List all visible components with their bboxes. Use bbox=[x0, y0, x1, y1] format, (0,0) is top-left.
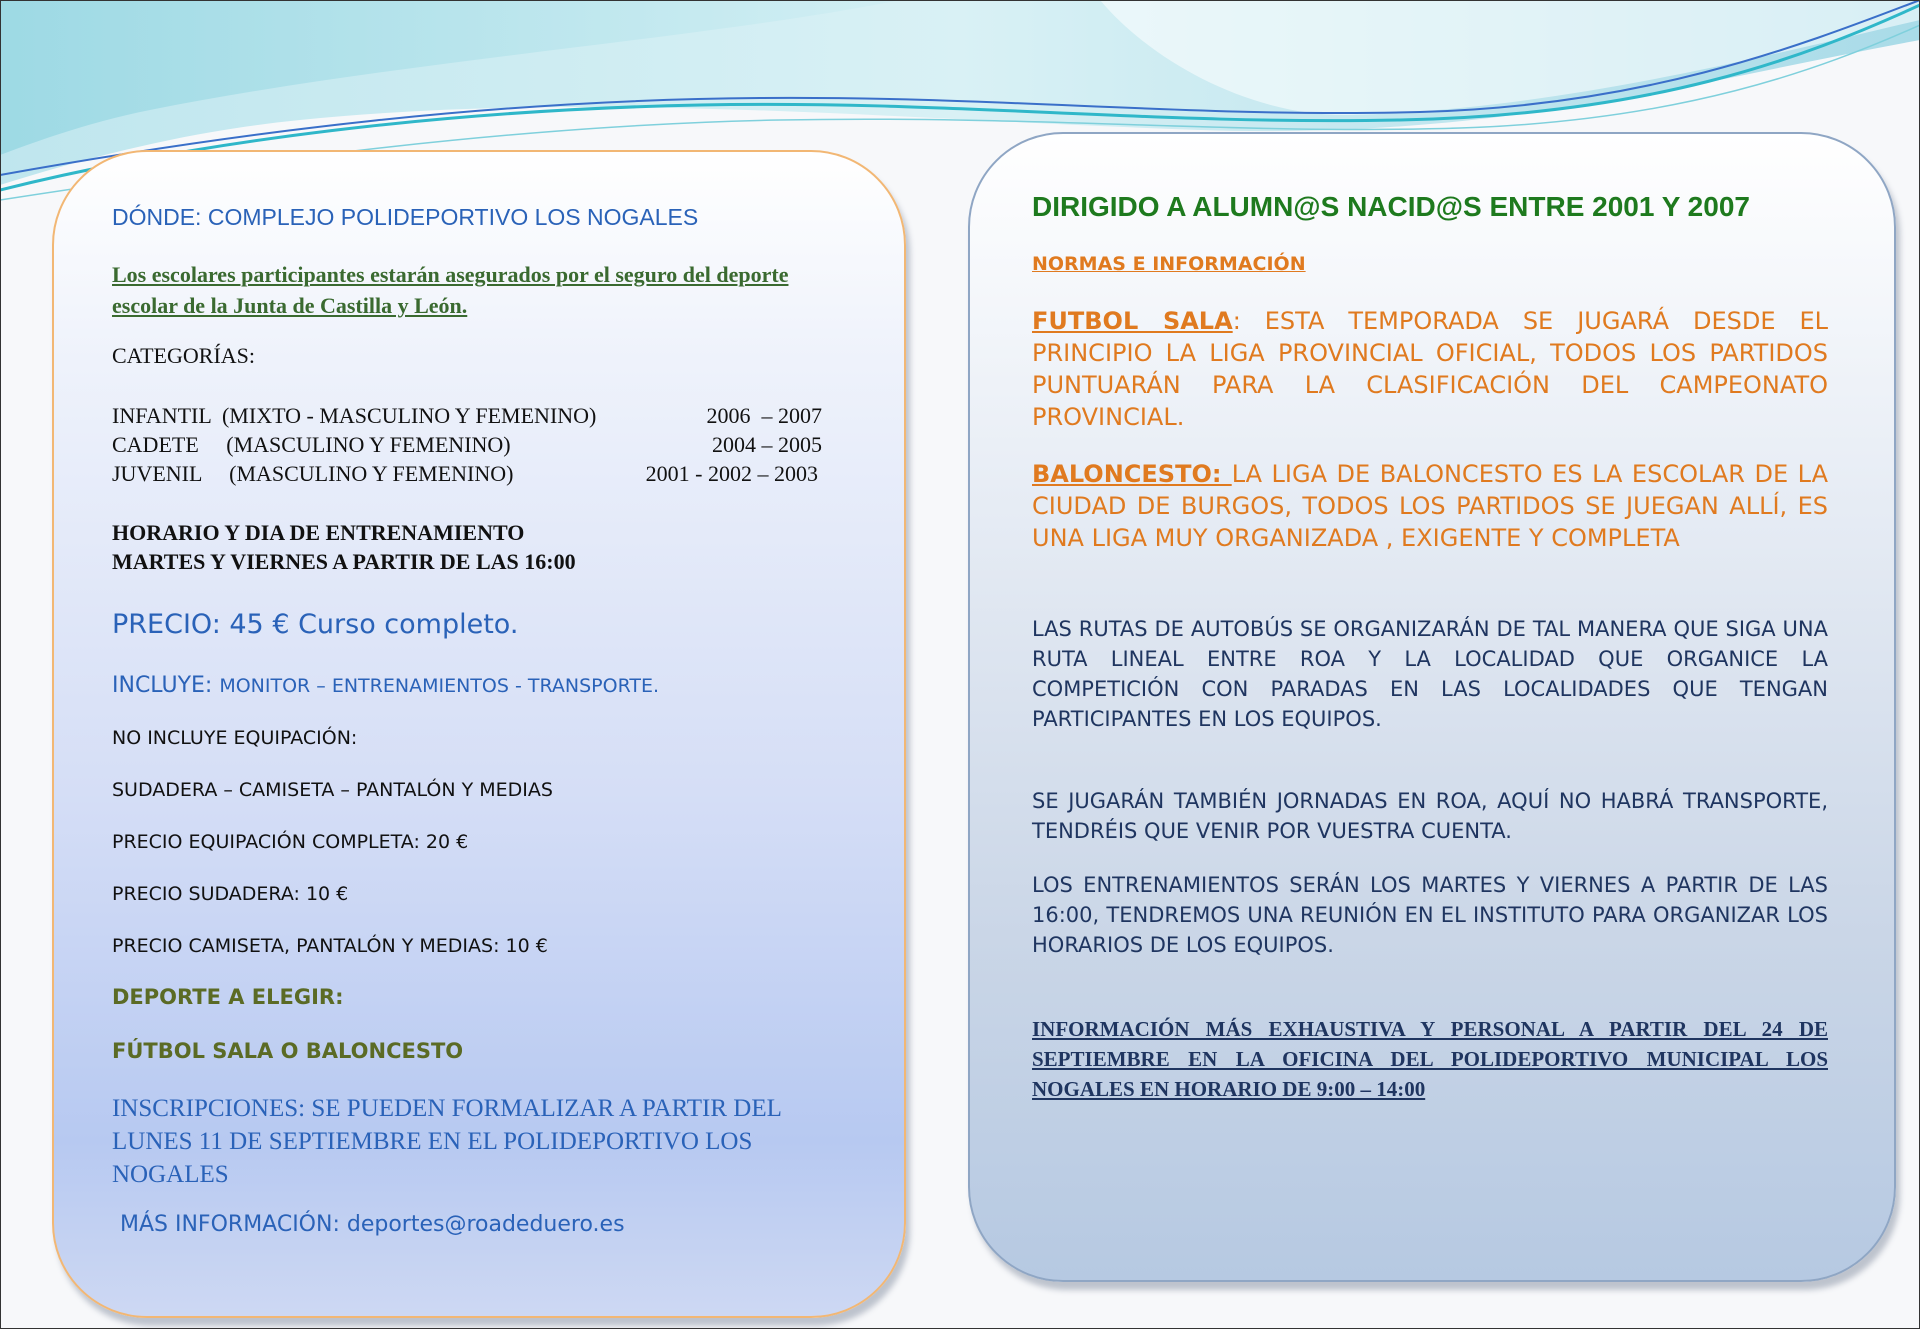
category-row bbox=[112, 432, 822, 458]
choose-sport-title: DEPORTE A ELEGIR: bbox=[112, 985, 344, 1009]
category-name: INFANTIL (MIXTO - MASCULINO Y FEMENINO) bbox=[112, 403, 597, 428]
kit-items-line: SUDADERA – CAMISETA – PANTALÓN Y MEDIAS bbox=[112, 779, 553, 801]
more-info-paragraph: INFORMACIÓN MÁS EXHAUSTIVA Y PERSONAL A PARTIR DEL 24 DE SEPTIEMBRE EN LA OFICINA DEL POLIDEPORTIVO MUNICIPAL LOS NOGALES EN HORARIO DE 9:00 – 14:00 bbox=[1032, 1017, 1828, 1101]
sport-options: FÚTBOL SALA O BALONCESTO bbox=[112, 1039, 464, 1063]
training-paragraph: LOS ENTRENAMIENTOS SERÁN LOS MARTES Y VIERNES A PARTIR DE LAS 16:00, TENDREMOS UNA REUNIÓN EN EL INSTITUTO PARA ORGANIZAR LOS HORARIOS DE LOS EQUIPOS. bbox=[1032, 873, 1828, 957]
basketball-label: BALONCESTO: bbox=[1032, 460, 1232, 488]
basketball-text: LA LIGA DE BALONCESTO ES LA ESCOLAR DE LA CIUDAD DE BURGOS, TODOS LOS PARTIDOS SE JUEGAN ALLÍ, ES UNA LIGA MUY ORGANIZADA , EXIGENTE Y COMPLETA bbox=[1032, 460, 1829, 552]
schedule-detail: MARTES Y VIERNES A PARTIR DE LAS 16:00 bbox=[112, 549, 576, 574]
categories-title: CATEGORÍAS: bbox=[112, 343, 256, 368]
not-included-line: NO INCLUYE EQUIPACIÓN: bbox=[112, 727, 358, 749]
target-audience-heading: DIRIGIDO A ALUMN@S NACID@S ENTRE 2001 Y 2007 bbox=[1032, 191, 1750, 222]
registration-info: INSCRIPCIONES: SE PUEDEN FORMALIZAR A PARTIR DEL LUNES 11 DE SEPTIEMBRE EN EL POLIDEPORTIVO LOS NOGALES bbox=[112, 1095, 781, 1188]
category-years: 2004 – 2005 bbox=[712, 432, 822, 457]
contact-email[interactable]: MÁS INFORMACIÓN: deportes@roadeduero.es bbox=[120, 1212, 625, 1237]
full-kit-price: PRECIO EQUIPACIÓN COMPLETA: 20 € bbox=[112, 831, 469, 853]
category-name: JUVENIL (MASCULINO Y FEMENINO) bbox=[112, 461, 514, 486]
includes-line bbox=[112, 673, 659, 698]
category-row bbox=[112, 403, 822, 429]
home-matches-paragraph: SE JUGARÁN TAMBIÉN JORNADAS EN ROA, AQUÍ NO HABRÁ TRANSPORTE, TENDRÉIS QUE VENIR POR VUESTRA CUENTA. bbox=[1032, 789, 1828, 843]
price-line: PRECIO: 45 € Curso completo. bbox=[112, 609, 519, 640]
includes-label: INCLUYE: bbox=[112, 673, 213, 698]
category-years: 2001 - 2002 – 2003 bbox=[645, 461, 818, 486]
category-row bbox=[112, 461, 822, 487]
includes-items: MONITOR – ENTRENAMIENTOS - TRANSPORTE. bbox=[219, 675, 660, 697]
futsal-text: : ESTA TEMPORADA SE JUGARÁ DESDE EL PRINCIPIO LA LIGA PROVINCIAL OFICIAL, TODOS LOS PARTIDOS PUNTUARÁN PARA LA CLASIFICACIÓN DEL CAMPEONATO PROVINCIAL. bbox=[1032, 307, 1829, 431]
sweatshirt-price: PRECIO SUDADERA: 10 € bbox=[112, 883, 349, 905]
shirt-shorts-socks-price: PRECIO CAMISETA, PANTALÓN Y MEDIAS: 10 € bbox=[112, 935, 548, 957]
futsal-paragraph bbox=[1032, 305, 1828, 433]
category-years: 2006 – 2007 bbox=[706, 403, 822, 428]
insurance-note: Los escolares participantes estarán asegurados por el seguro del deporte escolar de la Junta de Castilla y León. bbox=[112, 262, 789, 318]
rules-heading: NORMAS E INFORMACIÓN bbox=[1032, 253, 1306, 275]
bus-routes-paragraph: LAS RUTAS DE AUTOBÚS SE ORGANIZARÁN DE TAL MANERA QUE SIGA UNA RUTA LINEAL ENTRE ROA Y LA LOCALIDAD QUE ORGANICE LA COMPETICIÓN CON PARADAS EN LAS LOCALIDADES QUE TENGAN PARTICIPANTES EN LOS EQUIPOS. bbox=[1032, 617, 1828, 731]
schedule-title: HORARIO Y DIA DE ENTRENAMIENTO bbox=[112, 520, 525, 545]
futsal-label: FUTBOL SALA bbox=[1032, 307, 1233, 335]
location-heading: DÓNDE: COMPLEJO POLIDEPORTIVO LOS NOGALES bbox=[112, 204, 699, 230]
basketball-paragraph bbox=[1032, 458, 1828, 554]
category-name: CADETE (MASCULINO Y FEMENINO) bbox=[112, 432, 511, 457]
